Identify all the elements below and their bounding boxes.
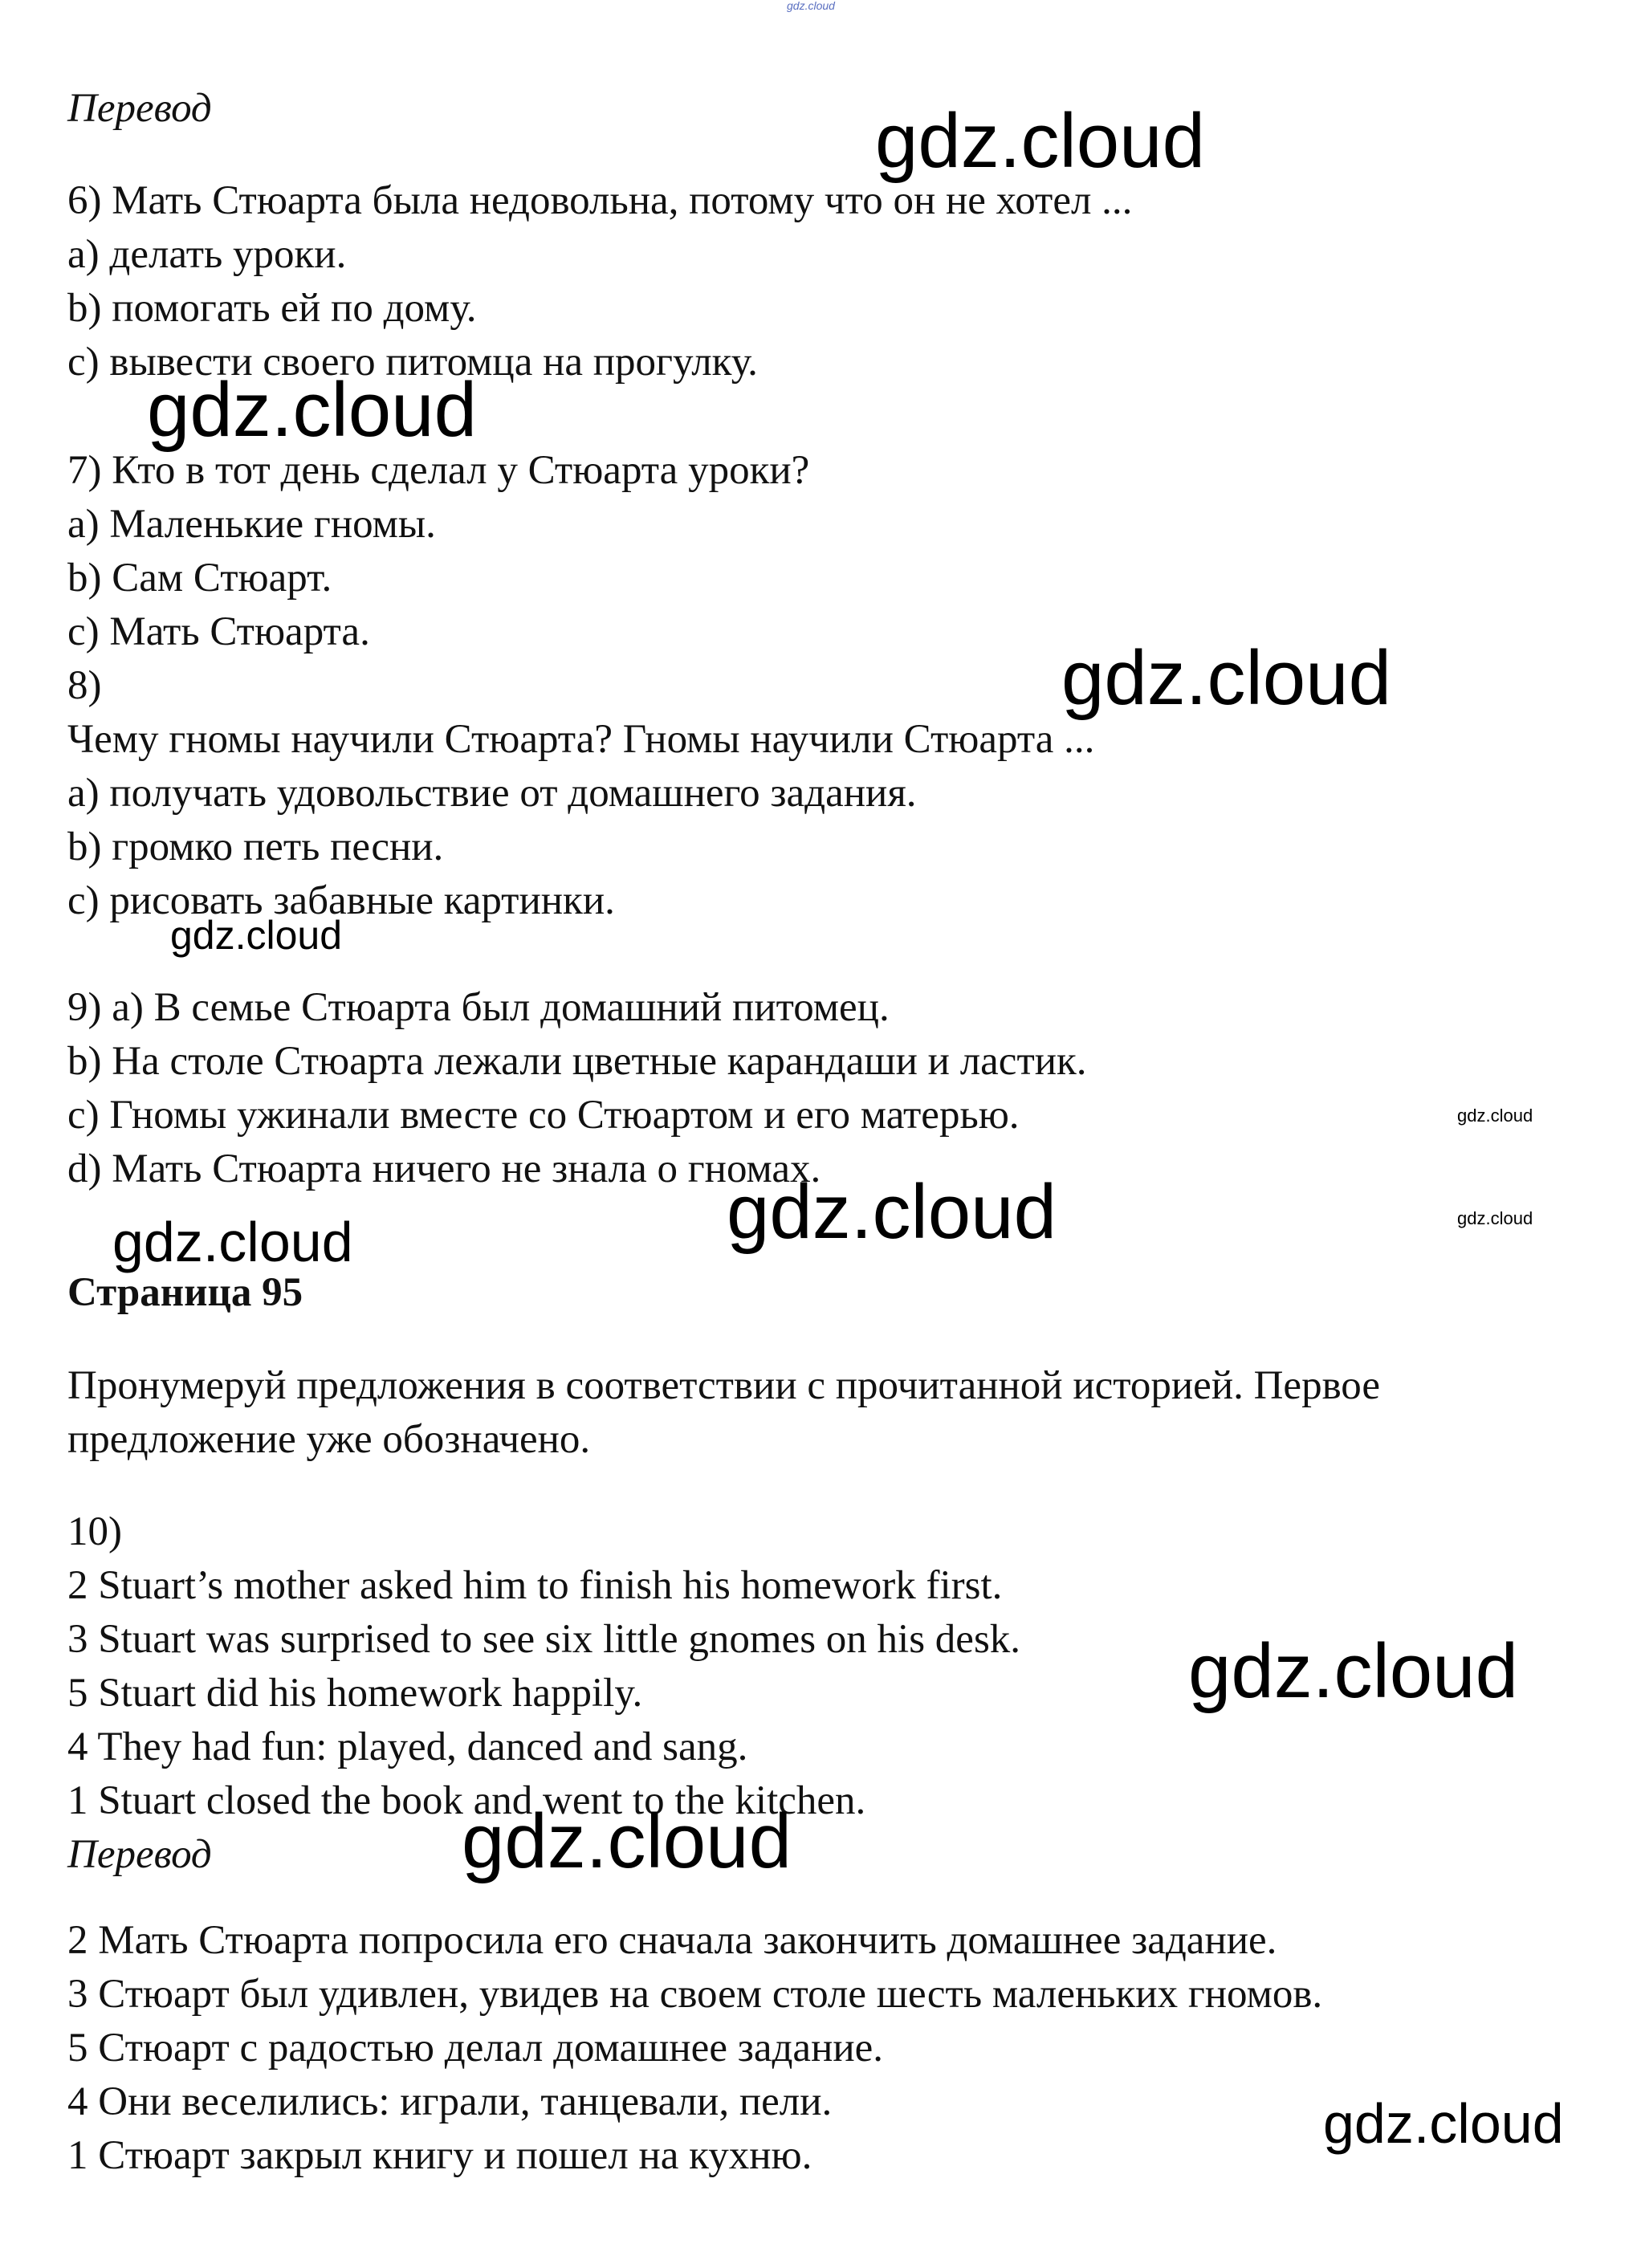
sentence-item: 1 Stuart closed the book and went to the kitchen. bbox=[67, 1778, 866, 1823]
option-7b: b) Сам Стюарт. bbox=[67, 556, 332, 601]
translation-item: 2 Мать Стюарта попросила его сначала закончить домашнее задание. bbox=[67, 1918, 1277, 1963]
statement-9b: b) На столе Стюарта лежали цветные карандаши и ластик. bbox=[67, 1039, 1087, 1084]
option-8b: b) громко петь песни. bbox=[67, 825, 444, 869]
watermark: gdz.cloud bbox=[112, 1211, 353, 1273]
question-10-number: 10) bbox=[67, 1509, 122, 1554]
sentence-item: 4 They had fun: played, danced and sang. bbox=[67, 1724, 748, 1769]
statement-9a: 9) a) В семье Стюарта был домашний питомец. bbox=[67, 985, 890, 1030]
option-6b: b) помогать ей по дому. bbox=[67, 286, 477, 331]
question-7: 7) Кто в тот день сделал у Стюарта уроки? bbox=[67, 448, 810, 493]
watermark: gdz.cloud bbox=[1061, 635, 1391, 721]
watermark: gdz.cloud bbox=[875, 98, 1205, 184]
watermark: gdz.cloud bbox=[147, 367, 477, 453]
statement-9d: d) Мать Стюарта ничего не знала о гномах. bbox=[67, 1146, 821, 1191]
translation-heading: Перевод bbox=[67, 86, 212, 131]
watermark: gdz.cloud bbox=[1323, 2092, 1564, 2155]
question-6: 6) Мать Стюарта была недовольна, потому что он не хотел ... bbox=[67, 178, 1133, 223]
option-8c: c) рисовать забавные картинки. bbox=[67, 878, 615, 923]
watermark: gdz.cloud bbox=[1457, 1105, 1533, 1126]
watermark: gdz.cloud bbox=[462, 1798, 792, 1884]
translation-item: 5 Стюарт с радостью делал домашнее задание. bbox=[67, 2026, 884, 2071]
sentence-item: 2 Stuart’s mother asked him to finish his homework first. bbox=[67, 1563, 1003, 1608]
question-8-number: 8) bbox=[67, 663, 102, 708]
option-6c: c) вывести своего питомца на прогулку. bbox=[67, 340, 758, 385]
option-7a: a) Маленькие гномы. bbox=[67, 502, 436, 547]
top-watermark: gdz.cloud bbox=[787, 0, 835, 12]
watermark: gdz.cloud bbox=[1188, 1628, 1518, 1714]
translation-item: 1 Стюарт закрыл книгу и пошел на кухню. bbox=[67, 2133, 812, 2178]
sentence-item: 5 Stuart did his homework happily. bbox=[67, 1671, 643, 1716]
watermark: gdz.cloud bbox=[170, 913, 343, 958]
instruction-line-2: предложение уже обозначено. bbox=[67, 1417, 591, 1462]
statement-9c: c) Гномы ужинали вместе со Стюартом и его матерью. bbox=[67, 1093, 1020, 1138]
watermark: gdz.cloud bbox=[1457, 1208, 1533, 1228]
translation-heading-2: Перевод bbox=[67, 1832, 212, 1877]
watermark: gdz.cloud bbox=[727, 1169, 1057, 1255]
option-6a: a) делать уроки. bbox=[67, 232, 347, 277]
translation-item: 3 Стюарт был удивлен, увидев на своем столе шесть маленьких гномов. bbox=[67, 1972, 1323, 2017]
option-8a: a) получать удовольствие от домашнего задания. bbox=[67, 771, 917, 816]
instruction-line-1: Пронумеруй предложения в соответствии с прочитанной историей. Первое bbox=[67, 1363, 1381, 1408]
option-7c: c) Мать Стюарта. bbox=[67, 609, 370, 654]
translation-item: 4 Они веселились: играли, танцевали, пели. bbox=[67, 2079, 833, 2124]
sentence-item: 3 Stuart was surprised to see six little gnomes on his desk. bbox=[67, 1617, 1021, 1662]
question-8: Чему гномы научили Стюарта? Гномы научили Стюарта ... bbox=[67, 717, 1095, 762]
page-heading: Страница 95 bbox=[67, 1270, 303, 1315]
